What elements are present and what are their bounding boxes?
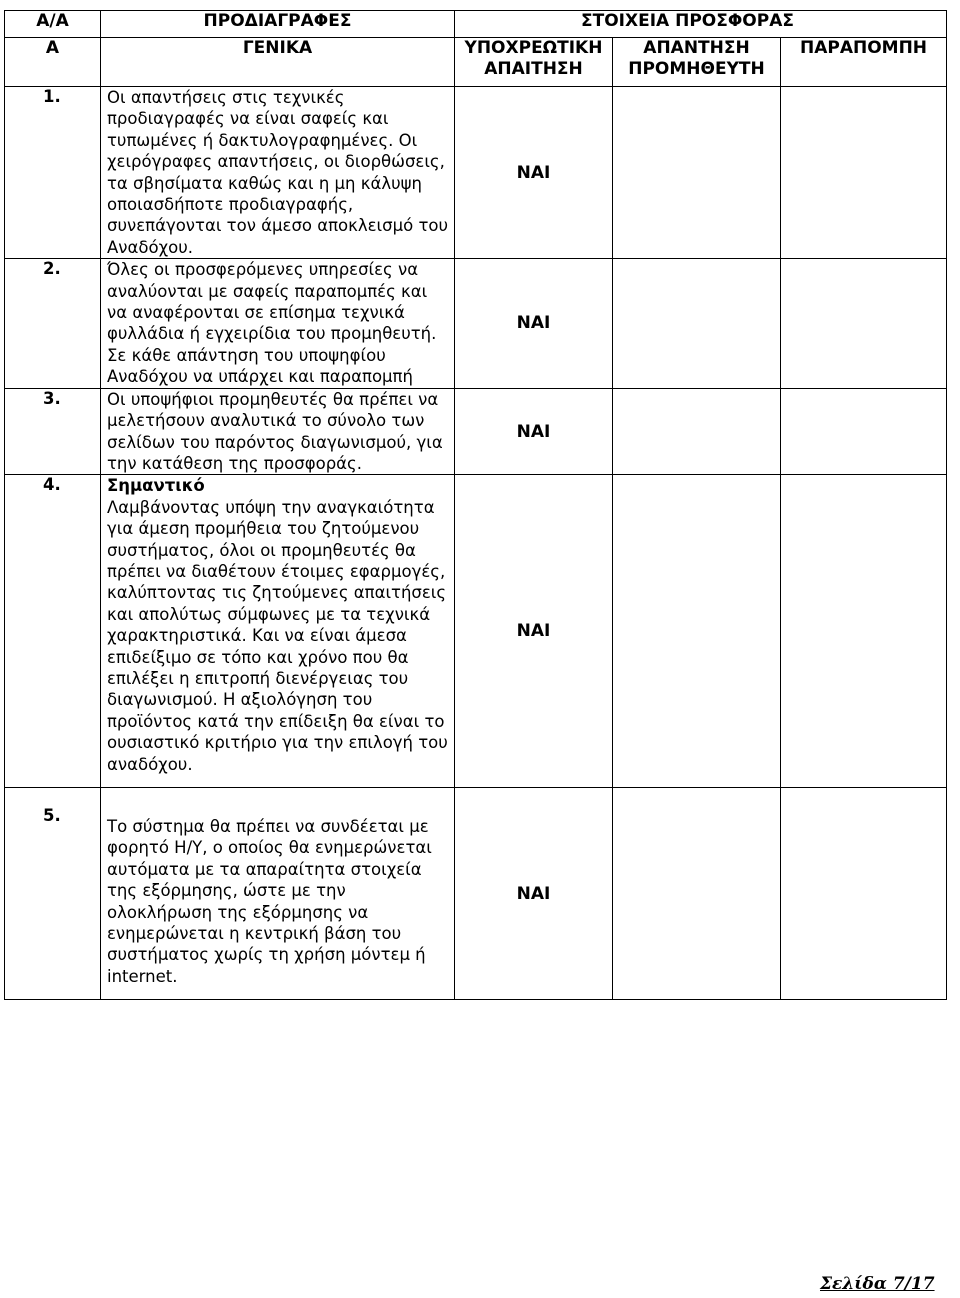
header-required: ΥΠΟΧΡΕΩΤΙΚΗ ΑΠΑΙΤΗΣΗ bbox=[455, 38, 613, 87]
row-text: Οι υποψήφιοι προμηθευτές θα πρέπει να μελετήσουν αναλυτικά το σύνολο των σελίδων του παρόντος διαγωνισμού, για την κατάθεση της προσφοράς. bbox=[101, 388, 455, 475]
row-required: ΝΑΙ bbox=[455, 259, 613, 388]
row-required: ΝΑΙ bbox=[455, 788, 613, 1000]
table-row bbox=[5, 87, 947, 259]
row-reference-cell[interactable] bbox=[781, 388, 947, 475]
row-text-cell bbox=[101, 475, 455, 788]
row-number: 2. bbox=[5, 259, 101, 388]
header-row-bottom bbox=[5, 38, 947, 87]
header-section-title: ΓΕΝΙΚΑ bbox=[101, 38, 455, 87]
table-row bbox=[5, 259, 947, 388]
row-required: ΝΑΙ bbox=[455, 87, 613, 259]
row-required: ΝΑΙ bbox=[455, 388, 613, 475]
row-title: Σημαντικό bbox=[107, 476, 205, 496]
table-row bbox=[5, 475, 947, 788]
row-reference-cell[interactable] bbox=[781, 475, 947, 788]
row-number: 5. bbox=[5, 788, 101, 1000]
table-row bbox=[5, 788, 947, 1000]
row-reference-cell[interactable] bbox=[781, 87, 947, 259]
row-number: 3. bbox=[5, 388, 101, 475]
row-reference-cell[interactable] bbox=[781, 788, 947, 1000]
header-aa: Α/Α bbox=[5, 11, 101, 38]
row-reference-cell[interactable] bbox=[781, 259, 947, 388]
row-text: Λαμβάνοντας υπόψη την αναγκαιότητα για άμεση προμήθεια του ζητούμενου συστήματος, όλοι οι προμηθευτές θα πρέπει να διαθέτουν έτοιμες εφαρμογές, καλύπτοντας τις ζητούμενες απαιτήσεις και απολύτως σύμφωνες με τα τεχνικά χαρακτηριστικά. Και να είναι άμεσα επιδείξιμο σε τόπο και χρόνο που θα επιλέξει η επιτροπή διενέργειας του διαγωνισμού. Η αξιολόγηση του προϊόντος κατά την επίδειξη θα είναι το ουσιαστικό κριτήριο για την επιλογή του αναδόχου. bbox=[107, 497, 448, 774]
header-specs: ΠΡΟΔΙΑΓΡΑΦΕΣ bbox=[101, 11, 455, 38]
header-section-letter: Α bbox=[5, 38, 101, 87]
specifications-table bbox=[4, 10, 947, 1000]
row-answer-cell[interactable] bbox=[613, 259, 781, 388]
row-answer-cell[interactable] bbox=[613, 87, 781, 259]
row-answer-cell[interactable] bbox=[613, 788, 781, 1000]
row-text: Όλες οι προσφερόμενες υπηρεσίες να αναλύονται με σαφείς παραπομπές και να αναφέρονται σε επίσημα τεχνικά φυλλάδια ή εγχειρίδια του προμηθευτή. Σε κάθε απάντηση του υποψηφίου Αναδόχου να υπάρχει και παραπομπή bbox=[101, 259, 455, 388]
page-number: Σελίδα 7/17 bbox=[820, 1274, 935, 1294]
header-offer: ΣΤΟΙΧΕΙΑ ΠΡΟΣΦΟΡΑΣ bbox=[455, 11, 947, 38]
row-answer-cell[interactable] bbox=[613, 388, 781, 475]
row-number: 4. bbox=[5, 475, 101, 788]
row-text: Το σύστημα θα πρέπει να συνδέεται με φορητό Η/Υ, ο οποίος θα ενημερώνεται αυτόματα με τα απαραίτητα στοιχεία της εξόρμησης, ώστε με την ολοκλήρωση της εξόρμησης να ενημερώνεται η κεντρική βάση του συστήματος χωρίς τη χρήση μόντεμ ή internet. bbox=[101, 788, 455, 1000]
row-text: Οι απαντήσεις στις τεχνικές προδιαγραφές να είναι σαφείς και τυπωμένες ή δακτυλογραφημένες. Οι χειρόγραφες απαντήσεις, οι διορθώσεις, τα σβησίματα καθώς και η μη κάλυψη οποιασδήποτε προδιαγραφής, συνεπάγονται τον άμεσο αποκλεισμό του Αναδόχου. bbox=[101, 87, 455, 259]
table-row bbox=[5, 388, 947, 475]
row-required: ΝΑΙ bbox=[455, 475, 613, 788]
header-answer: ΑΠΑΝΤΗΣΗ ΠΡΟΜΗΘΕΥΤΗ bbox=[613, 38, 781, 87]
row-answer-cell[interactable] bbox=[613, 475, 781, 788]
header-row-top bbox=[5, 11, 947, 38]
row-number: 1. bbox=[5, 87, 101, 259]
header-reference: ΠΑΡΑΠΟΜΠΗ bbox=[781, 38, 947, 87]
